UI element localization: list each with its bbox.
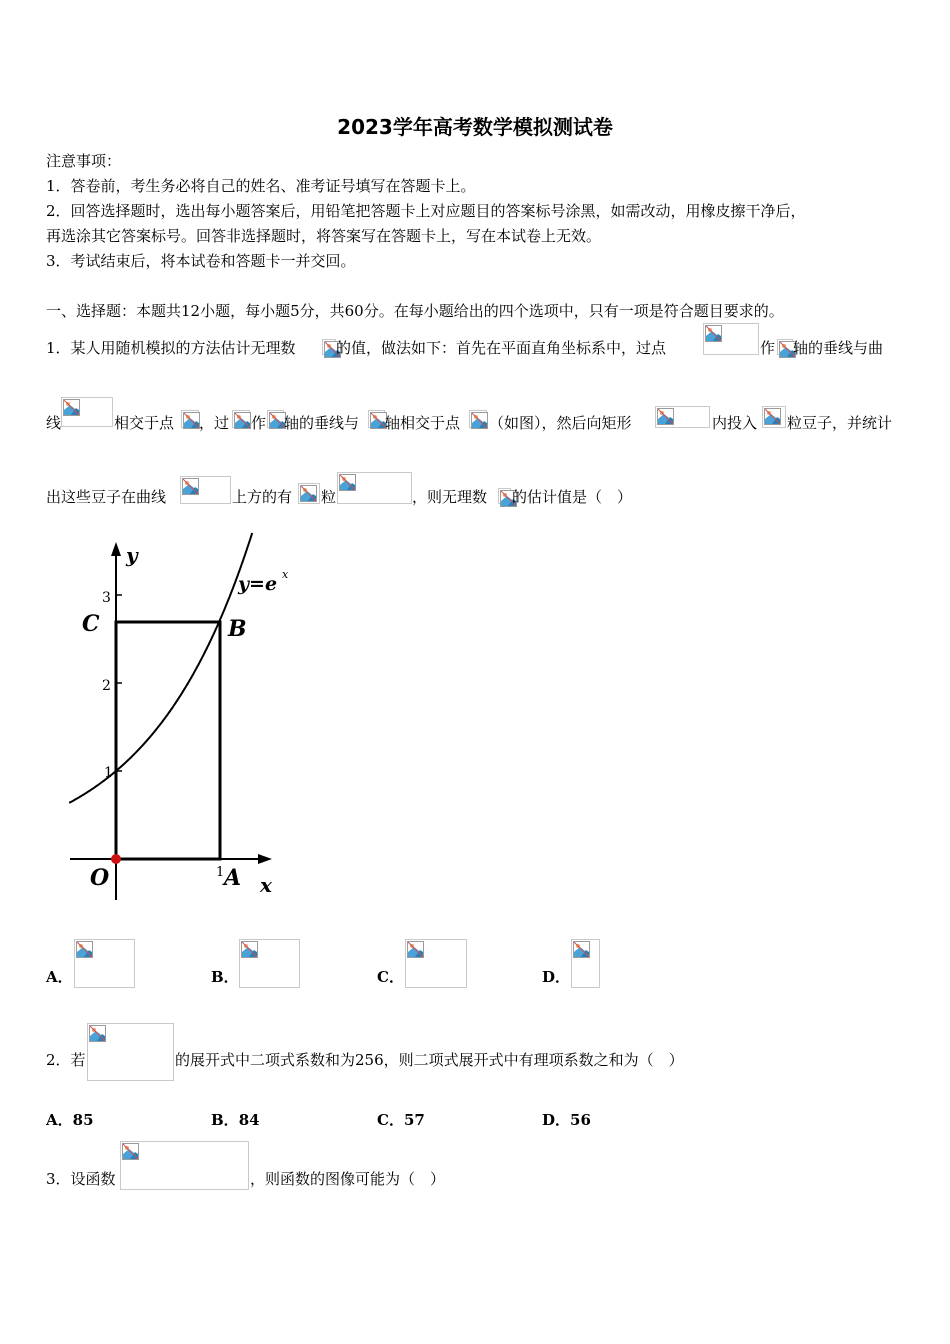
formula-image-curve — [61, 397, 113, 427]
q2-option-b-label: B． — [211, 1111, 239, 1129]
notice-heading: 注意事项： — [46, 152, 122, 170]
section-heading: 一、选择题：本题共12小题，每小题5分，共60分。在每小题给出的四个选项中，只有一项是符合题目要求的。 — [46, 302, 784, 320]
y-tick-label-2: 2 — [102, 678, 111, 694]
formula-image-pi2 — [498, 488, 511, 504]
q1-text-3b: 上方的有 — [232, 488, 293, 506]
q2-text: 的展开式中二项式系数和为256，则二项式展开式中有理项系数之和为（ ） — [175, 1051, 684, 1069]
q1-option-d-image[interactable] — [571, 939, 600, 988]
notice-item-2-cont: 再选涂其它答案标号。回答非选择题时，将答案写在答题卡上，写在本试卷上无效。 — [46, 227, 602, 245]
notice-item-3: 3．考试结束后，将本试卷和答题卡一并交回。 — [46, 252, 356, 270]
formula-image-binomial — [87, 1023, 174, 1081]
formula-image-b2 — [232, 410, 250, 428]
formula-image-pi — [322, 339, 336, 355]
page-title: 2023学年高考数学模拟测试卷 — [337, 115, 613, 139]
q1-text-2c: ，过 — [199, 414, 230, 432]
q2-option-c-value: 57 — [403, 1111, 425, 1129]
formula-image-y — [267, 410, 284, 428]
formula-image-b — [181, 410, 199, 428]
x-axis-arrow — [258, 854, 272, 864]
broken-image-icon — [657, 408, 674, 425]
q1-text-2b: 相交于点 — [114, 414, 175, 432]
q2-option-a-label: A． — [46, 1111, 73, 1129]
y-tick-label-3: 3 — [102, 590, 111, 606]
q1-text-2d: 作 — [251, 414, 267, 432]
notice-item-1: 1．答卷前，考生务必将自己的姓名、准考证号填写在答题卡上。 — [46, 177, 476, 195]
origin-point — [111, 854, 121, 864]
q2-option-d-label: D． — [542, 1111, 571, 1129]
formula-image-function — [120, 1141, 249, 1190]
broken-image-icon — [764, 408, 781, 425]
q2-option-b-value: 84 — [238, 1111, 260, 1129]
broken-image-icon — [241, 941, 258, 958]
q1-text-2g: （如图），然后向矩形 — [489, 414, 632, 432]
point-o-label: O — [90, 865, 110, 891]
q1-text-2f: 轴相交于点 — [385, 414, 461, 432]
formula-image-x — [777, 339, 793, 355]
broken-image-icon — [63, 399, 80, 416]
broken-image-icon — [182, 478, 199, 495]
broken-image-icon — [407, 941, 424, 958]
formula-image-y2 — [368, 410, 385, 428]
y-tick-label-1: 1 — [104, 765, 113, 781]
formula-image-condition — [337, 472, 412, 504]
q2-prefix: 2．若 — [46, 1051, 86, 1069]
q1-option-a-label[interactable]: A． — [46, 968, 73, 986]
q1-text-1d: 轴的垂线与曲 — [793, 339, 884, 357]
q1-text-1b: 的值，做法如下：首先在平面直角坐标系中，过点 — [336, 339, 667, 357]
q1-option-c-image[interactable] — [405, 939, 467, 988]
q1-text-3c: 粒 — [321, 488, 337, 506]
q2-option-c[interactable] — [377, 1110, 425, 1130]
x-tick-label-1: 1 — [216, 865, 225, 880]
x-axis-label: x — [260, 873, 272, 897]
y-axis-arrow — [111, 542, 121, 556]
q2-option-a[interactable] — [46, 1110, 94, 1130]
q2-option-b[interactable] — [211, 1110, 260, 1130]
rectangle-oabc — [116, 622, 220, 859]
q1-text-2h: 内投入 — [712, 414, 758, 432]
curve-label-exponent: x — [282, 568, 289, 581]
formula-image-point-a — [703, 323, 759, 355]
q1-text-1a: 1．某人用随机模拟的方法估计无理数 — [46, 339, 296, 357]
q1-text-3d: ，则无理数 — [412, 488, 488, 506]
formula-image-n — [762, 406, 786, 428]
point-b-label: B — [228, 616, 247, 642]
formula-image-c — [469, 410, 487, 428]
broken-image-icon — [122, 1143, 139, 1160]
q3-prefix: 3．设函数 — [46, 1170, 116, 1188]
point-a-label: A — [224, 865, 242, 891]
broken-image-icon — [471, 412, 488, 429]
y-axis-label: y — [126, 543, 138, 567]
q1-option-a-image[interactable] — [74, 939, 135, 988]
q2-option-d[interactable] — [542, 1110, 591, 1130]
q1-option-d-label[interactable]: D． — [542, 968, 571, 986]
q1-option-c-label[interactable]: C． — [377, 968, 404, 986]
q1-text-2e: 轴的垂线与 — [284, 414, 360, 432]
formula-image-curve2 — [180, 476, 231, 504]
exp-curve-figure — [60, 530, 300, 910]
broken-image-icon — [300, 485, 317, 502]
point-c-label: C — [82, 611, 100, 637]
broken-image-icon — [89, 1025, 106, 1042]
q1-text-1c: 作 — [760, 339, 776, 357]
q2-option-c-label: C． — [377, 1111, 404, 1129]
formula-image-m — [298, 483, 320, 504]
notice-item-2: 2．回答选择题时，选出每小题答案后，用铅笔把答题卡上对应题目的答案标号涂黑，如需改动，用橡皮擦干净后， — [46, 202, 806, 220]
broken-image-icon — [76, 941, 93, 958]
exp-curve — [69, 533, 252, 803]
q1-option-b-image[interactable] — [239, 939, 300, 988]
q2-option-a-value: 85 — [72, 1111, 94, 1129]
q1-text-2i: 粒豆子，并统计 — [787, 414, 893, 432]
formula-image-oabc — [655, 406, 710, 428]
q1-text-2a: 线 — [46, 414, 62, 432]
broken-image-icon — [705, 325, 722, 342]
broken-image-icon — [339, 474, 356, 491]
broken-image-icon — [183, 412, 200, 429]
q1-text-3a: 出这些豆子在曲线 — [46, 488, 167, 506]
q3-text: ，则函数的图像可能为（ ） — [250, 1170, 446, 1188]
q1-option-b-label[interactable]: B． — [211, 968, 239, 986]
broken-image-icon — [234, 412, 251, 429]
q1-text-3e: 的估计值是（ ） — [512, 488, 633, 506]
q2-option-d-value: 56 — [570, 1111, 591, 1129]
curve-label: y=e — [238, 573, 278, 595]
broken-image-icon — [573, 941, 590, 958]
